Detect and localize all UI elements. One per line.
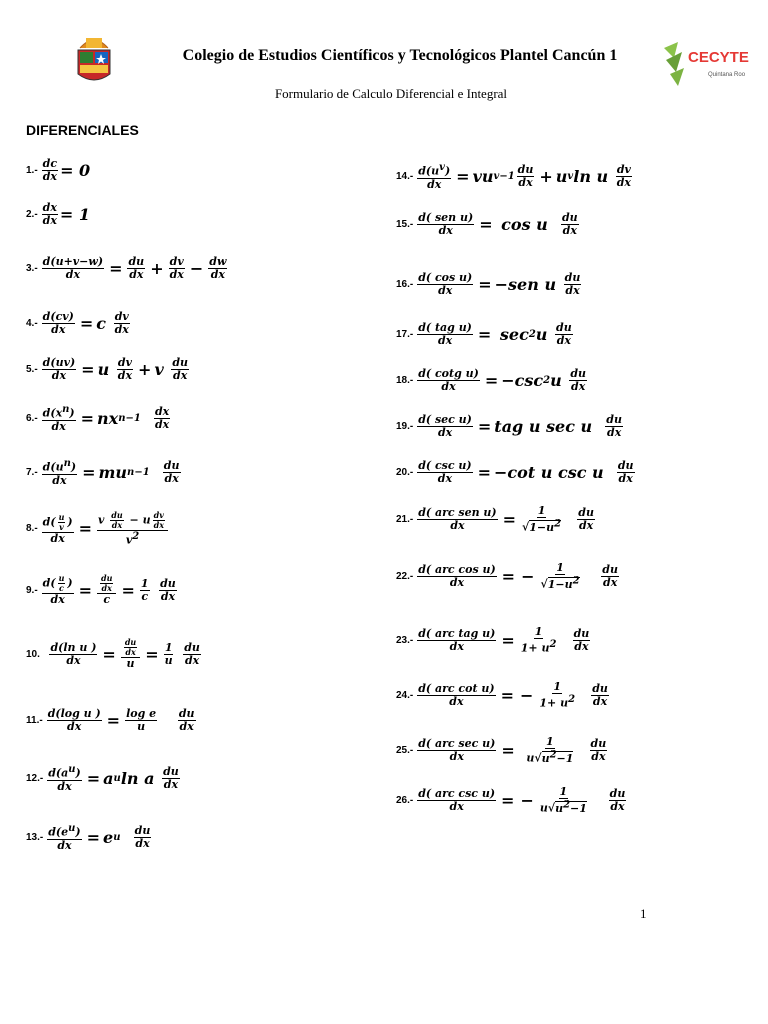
formula-6: 6.- $\frac{d(x^n)}{dx}$ = nx n−1 dx dx xyxy=(26,404,170,433)
formula-2: 2.- $\frac{dx}{dx}$ = 1 xyxy=(26,201,91,227)
cecyte-logo xyxy=(660,38,752,90)
cecyte-logo-text: CECYTE xyxy=(688,49,749,66)
formula-4: 4.- $\frac{d(cv)}{dx}$ = c dv dx xyxy=(26,310,129,336)
formula-15: 15.- d( sen u) dx = cos u du dx xyxy=(396,211,578,237)
formula-11: 11.- $\frac{\text{d(log u )}}{dx}$ = $\frac{\text{log e}}{u}$ du dx xyxy=(26,707,195,733)
page-number: 1 xyxy=(640,906,647,921)
formula-3: 3.- $\frac{d(u+v-w)}{dx}$ = $\frac{du}{dx}$ + $\frac{dv}{dx}$ − $\frac{dw}{dx}$ xyxy=(26,255,227,281)
formula-23: 23.- d( arc tag u) dx = $\frac{1}{1+ u^2}$ du dx xyxy=(396,625,590,655)
section-title: DIFERENCIALES xyxy=(26,122,139,138)
formula-14: 14.- $\frac{d(u^v)}{dx}$ = vu v−1 du dx + u v ln u dv dx xyxy=(396,162,631,191)
formula-24: 24.- d( arc cot u) dx = − $\frac{1}{1+ u^2}$ du dx xyxy=(396,680,608,710)
formula-26: 26.- d( arc csc u) dx = − $\frac{1}{u√u^2-1}$ du dx xyxy=(396,785,626,815)
formula-18: 18.- $\frac{\text{d( cotg u)}}{dx}$ = −csc 2 u du dx xyxy=(396,367,587,393)
formula-10: 10. $\frac{\text{d(ln u )}}{dx}$ = $\frac{du}{dx}$ u = $\frac{1}{u}$ du dx xyxy=(26,637,200,670)
formula-13: 13.- $\frac{d(e^u)}{dx}$ = e u du dx xyxy=(26,823,151,852)
cecyte-logo-sub: Quintana Roo xyxy=(708,72,746,78)
header-subtitle: Formulario de Calculo Diferencial e Integral xyxy=(274,86,508,101)
formula-17: 17.- d( tag u) dx = sec 2 u du dx xyxy=(396,321,572,347)
formula-19: 19.- d( sec u) dx = tag u sec u du dx xyxy=(396,413,622,439)
formula-8: 8.- d( $\frac{u}{v}$ ) dx = v $\frac{du}{dx}$ − u $\frac{dv}{dx}$ $v^2$ xyxy=(26,511,170,547)
formula-1: 1.- $\frac{dc}{dx}$ = 0 xyxy=(26,157,91,183)
state-coat-of-arms-logo xyxy=(74,30,114,88)
formula-16: 16.- $\frac{\text{d( cos u)}}{dx}$ = −sen u du dx xyxy=(396,271,581,297)
formula-12: 12.- $\frac{d(a^u)}{dx}$ = a u ln a du dx xyxy=(26,764,179,793)
formula-9: 9.- d( $\frac{u}{c}$ ) dx = $\frac{du}{dx}$ c = $\frac{1}{c}$ du dx xyxy=(26,573,176,606)
formula-25: 25.- d( arc sec u) dx = $\frac{1}{u√u^2-1}$ du dx xyxy=(396,735,607,765)
header-title: Colegio de Estudios Científicos y Tecnológicos Plantel Cancún 1 xyxy=(182,47,618,64)
formula-21: 21.- d( arc sen u) dx = $\frac{1}{√1-u^2}$ du dx xyxy=(396,504,594,534)
formula-22: 22.- d( arc cos u) dx = − $\frac{1}{√1-u^2}$ du dx xyxy=(396,561,618,591)
formula-20: 20.- d( csc u) dx = −cot u csc u du dx xyxy=(396,459,634,485)
formula-5: 5.- $\frac{d(uv)}{dx}$ = u dv dx + v du dx xyxy=(26,356,189,382)
formula-7: 7.- $\frac{d(u^n)}{dx}$ = mu n−1 du dx xyxy=(26,458,180,487)
